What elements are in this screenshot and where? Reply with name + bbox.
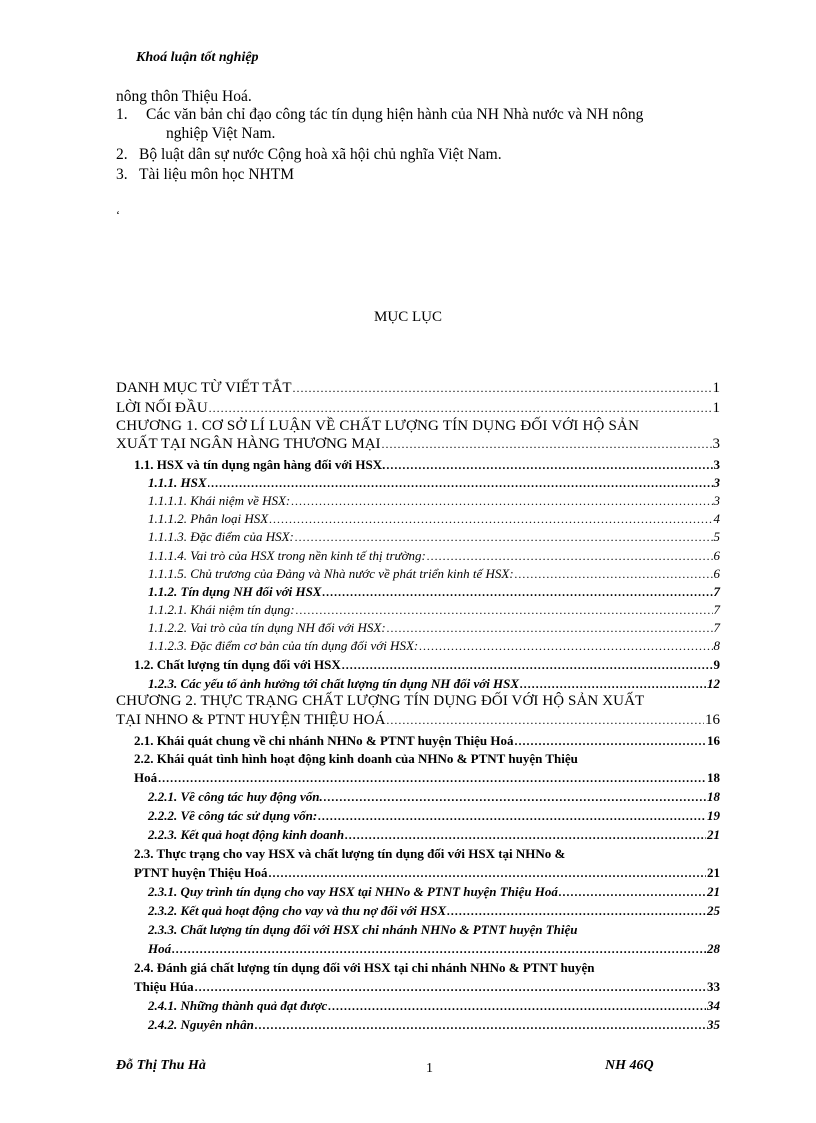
toc-entry[interactable]: 2.4.2. Nguyên nhân ..... 35 (148, 1017, 720, 1033)
footer-page-number: 1 (426, 1061, 433, 1076)
toc-entry[interactable]: XUẤT TẠI NGÂN HÀNG THƯƠNG MẠI ..... 3 (116, 436, 720, 453)
toc-entry[interactable]: 1.1.2.1. Khái niệm tín dụng: ..... 7 (148, 602, 720, 618)
toc-entry[interactable]: LỜI NỐI ĐẦU ..... 1 (116, 400, 720, 417)
reference-3-number: 3. (116, 166, 128, 183)
toc-entry[interactable]: DANH MỤC TỪ VIẾT TẮT ..... 1 (116, 380, 720, 397)
toc-entry[interactable]: 1.2. Chất lượng tín dụng đối với HSX ..... 9 (134, 657, 720, 673)
toc-entry[interactable]: 2.2.2. Về công tác sử dụng vốn: ..... 19 (148, 808, 720, 824)
toc-entry[interactable]: 2.4.1. Những thành quả đạt được ..... 34 (148, 998, 720, 1014)
stray-mark: ‘ (116, 208, 120, 222)
footer-author: Đỗ Thị Thu Hà (116, 1058, 206, 1073)
toc-entry[interactable]: 1.1.2. Tín dụng NH đối với HSX ..... 7 (148, 584, 720, 600)
toc-entry[interactable]: 1.1.2.3. Đặc điểm cơ bản của tín dụng đối với HSX: ..... 8 (148, 638, 720, 654)
toc-entry[interactable]: 1.1.1. HSX ..... 3 (148, 475, 720, 491)
toc-entry-line[interactable]: 2.2. Khái quát tình hình hoạt động kinh doanh của NHNo & PTNT huyện Thiệu (134, 751, 578, 766)
toc-entry-line[interactable]: CHƯƠNG 2. THỰC TRẠNG CHẤT LƯỢNG TÍN DỤNG ĐỐI VỚI HỘ SẢN XUẤT (116, 693, 645, 709)
toc-entry[interactable]: 1.1.1.3. Đặc điểm của HSX: ..... 5 (148, 529, 720, 545)
toc-entry[interactable]: 1.1.1.2. Phân loại HSX ..... 4 (148, 511, 720, 527)
toc-entry[interactable]: 1.1.1.4. Vai trò của HSX trong nền kinh tế thị trường: ..... 6 (148, 548, 720, 564)
toc-entry[interactable]: 2.3.1. Quy trình tín dụng cho vay HSX tại NHNo & PTNT huyện Thiệu Hoá ..... 21 (148, 884, 720, 900)
footer-class-code: NH 46Q (605, 1058, 654, 1073)
reference-2-number: 2. (116, 146, 128, 163)
reference-1-line2: nghiệp Việt Nam. (166, 125, 276, 142)
toc-entry[interactable]: 1.1.1.5. Chủ trương của Đảng và Nhà nước về phát triển kinh tế HSX: ..... 6 (148, 566, 720, 582)
reference-1-line1: Các văn bản chỉ đạo công tác tín dụng hiện hành của NH Nhà nước và NH nông (146, 106, 644, 123)
toc-entry[interactable]: 2.3.2. Kết quả hoạt động cho vay và thu nợ đối với HSX ..... 25 (148, 903, 720, 919)
reference-continuation: nông thôn Thiệu Hoá. (116, 88, 252, 105)
toc-entry[interactable]: TẠI NHNO & PTNT HUYỆN THIỆU HOÁ ..... 16 (116, 712, 720, 729)
reference-1-number: 1. (116, 106, 128, 123)
toc-entry[interactable]: PTNT huyện Thiệu Hoá ..... 21 (134, 865, 720, 881)
toc-entry[interactable]: 2.2.3. Kết quả hoạt động kinh doanh ..... 21 (148, 827, 720, 843)
table-of-contents (116, 0, 720, 1123)
toc-entry[interactable]: 2.1. Khái quát chung về chi nhánh NHNo & PTNT huyện Thiệu Hoá ..... 16 (134, 733, 720, 749)
toc-entry[interactable]: 1.1. HSX và tín dụng ngân hàng đối với HSX. ..... 3 (134, 457, 720, 473)
toc-entry-line[interactable]: 2.3.3. Chất lượng tín dụng đối với HSX chi nhánh NHNo & PTNT huyện Thiệu (148, 922, 578, 937)
toc-entry-line[interactable]: 2.4. Đánh giá chất lượng tín dụng đối với HSX tại chi nhánh NHNo & PTNT huyện (134, 960, 595, 975)
toc-entry[interactable]: Thiệu Húa ..... 33 (134, 979, 720, 995)
toc-entry-line[interactable]: 2.3. Thực trạng cho vay HSX và chất lượng tín dụng đối với HSX tại NHNo & (134, 846, 566, 861)
toc-entry[interactable]: 2.2.1. Về công tác huy động vốn. ..... 18 (148, 789, 720, 805)
toc-title: MỤC LỤC (374, 309, 442, 325)
reference-2-text: Bộ luật dân sự nước Cộng hoà xã hội chủ nghĩa Việt Nam. (139, 146, 502, 163)
toc-entry[interactable]: 1.2.3. Các yếu tố ảnh hưởng tới chất lượng tín dụng NH đối với HSX ..... 12 (148, 676, 720, 692)
toc-entry[interactable]: 1.1.2.2. Vai trò của tín dụng NH đối với HSX: ..... 7 (148, 620, 720, 636)
toc-entry[interactable]: 1.1.1.1. Khái niệm về HSX: ..... 3 (148, 493, 720, 509)
toc-entry-line[interactable]: CHƯƠNG 1. CƠ SỞ LÍ LUẬN VỀ CHẤT LƯỢNG TÍN DỤNG ĐỐI VỚI HỘ SẢN (116, 418, 640, 434)
toc-entry[interactable]: Hoá ..... 18 (134, 770, 720, 786)
toc-entry[interactable]: Hoá ..... 28 (148, 941, 720, 957)
document-header: Khoá luận tốt nghiệp (136, 50, 259, 65)
reference-3-text: Tài liệu môn học NHTM (139, 166, 294, 183)
